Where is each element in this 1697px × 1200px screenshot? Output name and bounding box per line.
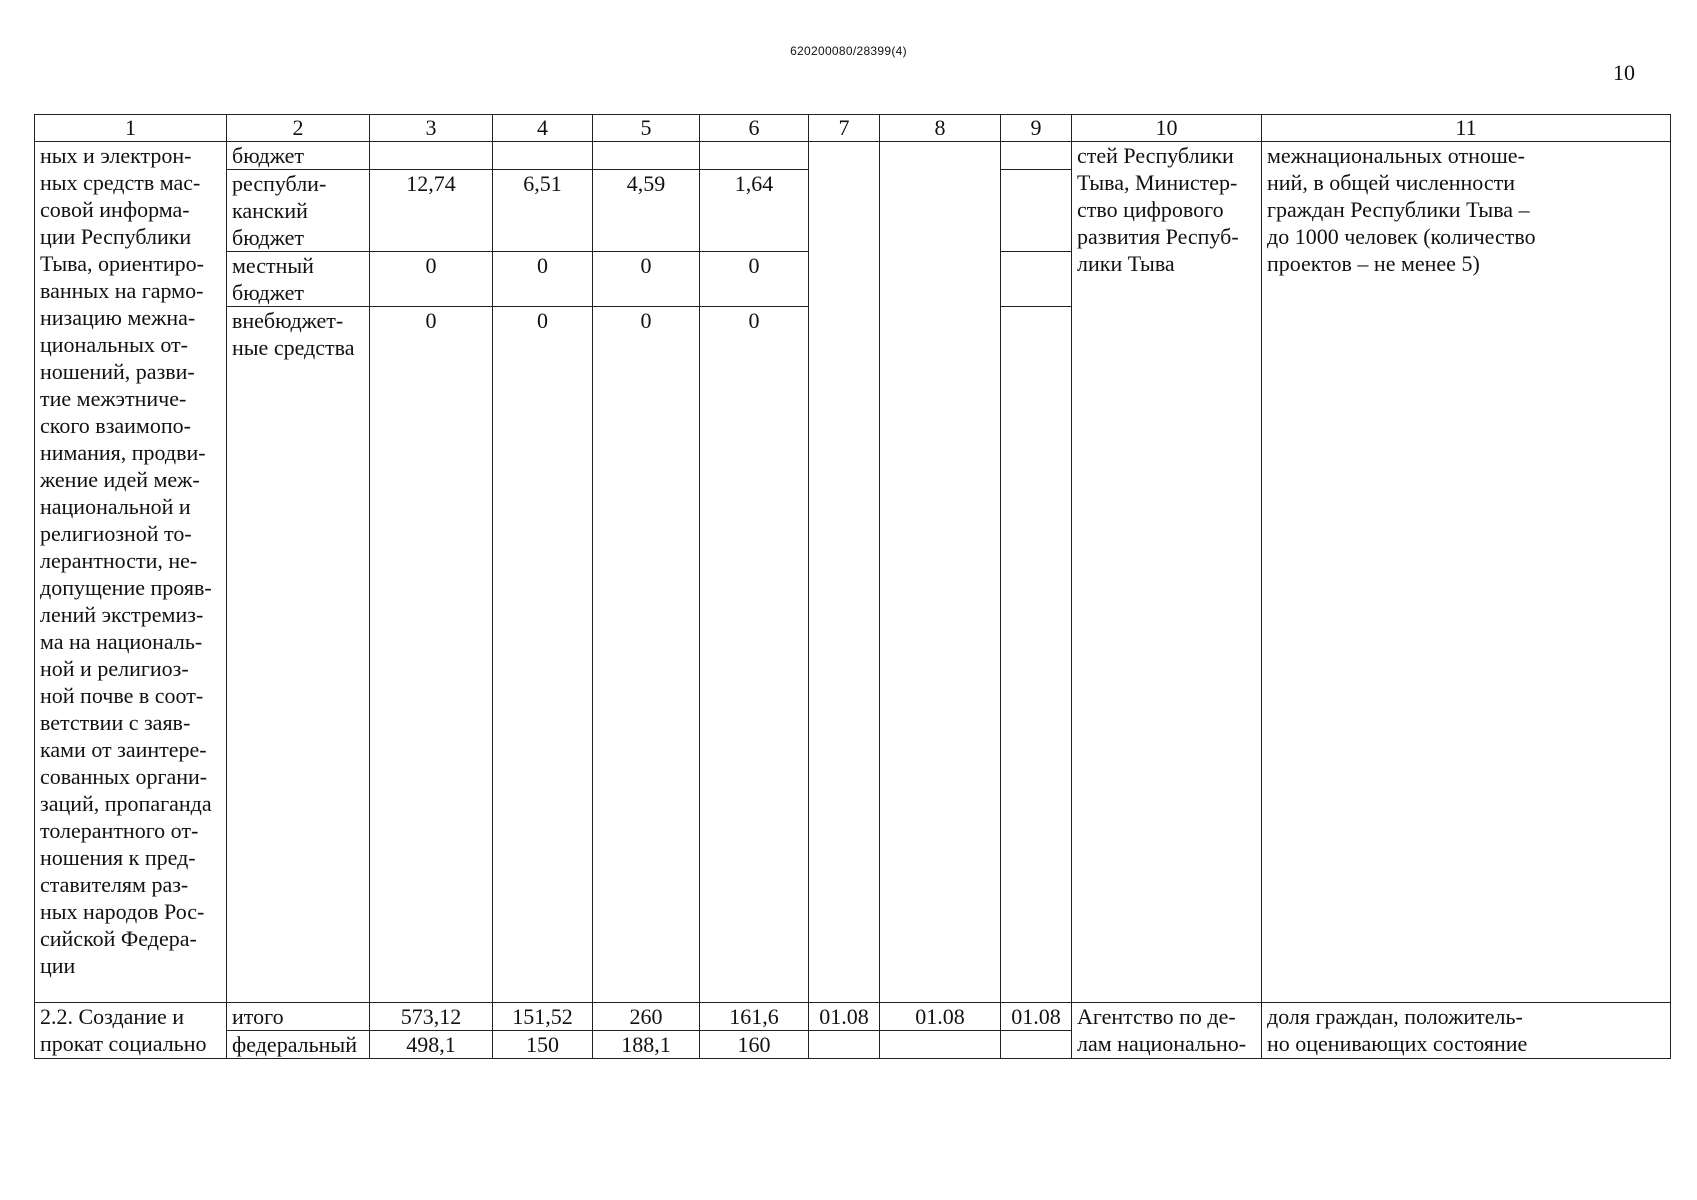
text-line: ные средства bbox=[232, 335, 355, 360]
funding-source-cell: федеральный bbox=[227, 1031, 370, 1059]
text-line: проектов – не менее 5) bbox=[1267, 251, 1480, 276]
funding-source-cell bbox=[227, 170, 370, 252]
measure-description-cell bbox=[35, 142, 227, 1003]
date-cell: 01.08 bbox=[809, 1003, 880, 1031]
value-cell bbox=[493, 142, 593, 170]
expected-result-cell bbox=[1262, 142, 1671, 1003]
value-cell bbox=[370, 142, 493, 170]
column-number-row bbox=[35, 115, 1671, 142]
text-line: ных и электрон- bbox=[40, 143, 192, 168]
text-line: ной почве в соот- bbox=[40, 683, 204, 708]
text-line: ных народов Рос- bbox=[40, 899, 205, 924]
date-cell: 01.08 bbox=[1001, 1003, 1072, 1031]
text-line: допущение прояв- bbox=[40, 575, 212, 600]
text-line: жение идей меж- bbox=[40, 467, 200, 492]
text-line: ношений, разви- bbox=[40, 359, 195, 384]
value-cell: 1,64 bbox=[700, 170, 809, 252]
value-cell: 160 bbox=[700, 1031, 809, 1059]
text-line: ной и религиоз- bbox=[40, 656, 189, 681]
column-header: 9 bbox=[1001, 115, 1072, 142]
text-line: республи- bbox=[232, 171, 327, 196]
value-cell: 0 bbox=[593, 252, 700, 307]
value-cell: 4,59 bbox=[593, 170, 700, 252]
value-cell: 188,1 bbox=[593, 1031, 700, 1059]
responsible-executor-cell bbox=[1072, 142, 1262, 1003]
text-line: Тыва, Министер- bbox=[1077, 170, 1238, 195]
text-line: ками от заинтере- bbox=[40, 737, 207, 762]
column-header: 2 bbox=[227, 115, 370, 142]
program-table bbox=[34, 114, 1671, 1059]
text-line: толерантного от- bbox=[40, 818, 199, 843]
text-line: совой информа- bbox=[40, 197, 190, 222]
value-cell: 0 bbox=[700, 307, 809, 1003]
column-header: 7 bbox=[809, 115, 880, 142]
empty-cell bbox=[1001, 1031, 1072, 1059]
column-header: 5 bbox=[593, 115, 700, 142]
empty-cell bbox=[1001, 307, 1072, 1003]
value-cell: 6,51 bbox=[493, 170, 593, 252]
value-cell: 498,1 bbox=[370, 1031, 493, 1059]
value-cell: 151,52 bbox=[493, 1003, 593, 1031]
text-line: ванных на гармо- bbox=[40, 278, 204, 303]
text-line: национальной и bbox=[40, 494, 191, 519]
value-cell bbox=[593, 142, 700, 170]
column-header: 6 bbox=[700, 115, 809, 142]
empty-cell bbox=[880, 142, 1001, 1003]
text-line: тие межэтниче- bbox=[40, 386, 187, 411]
text-line: Тыва, ориентиро- bbox=[40, 251, 205, 276]
text-line: прокат социально bbox=[40, 1031, 207, 1056]
text-line: бюджет bbox=[232, 143, 304, 168]
text-line: ма на националь- bbox=[40, 629, 203, 654]
funding-source-cell: итого bbox=[227, 1003, 370, 1031]
text-line: ношения к пред- bbox=[40, 845, 196, 870]
text-line: бюджет bbox=[232, 280, 304, 305]
text-line: доля граждан, положитель- bbox=[1267, 1004, 1523, 1029]
empty-cell bbox=[809, 142, 880, 1003]
funding-source-cell bbox=[227, 307, 370, 1003]
value-cell: 150 bbox=[493, 1031, 593, 1059]
text-line: ставителям раз- bbox=[40, 872, 189, 897]
value-cell: 161,6 bbox=[700, 1003, 809, 1031]
text-line: межнациональных отноше- bbox=[1267, 143, 1525, 168]
text-line: развития Респуб- bbox=[1077, 224, 1239, 249]
empty-cell bbox=[1001, 252, 1072, 307]
text-line: сованных органи- bbox=[40, 764, 208, 789]
value-cell: 0 bbox=[370, 307, 493, 1003]
table-row bbox=[35, 1003, 1671, 1031]
text-line: канский bbox=[232, 198, 308, 223]
value-cell: 260 bbox=[593, 1003, 700, 1031]
column-header: 4 bbox=[493, 115, 593, 142]
text-line: ство цифрового bbox=[1077, 197, 1224, 222]
value-cell: 0 bbox=[493, 307, 593, 1003]
text-line: до 1000 человек (количество bbox=[1267, 224, 1536, 249]
text-line: Агентство по де- bbox=[1077, 1004, 1236, 1029]
text-line: лики Тыва bbox=[1077, 251, 1175, 276]
empty-cell bbox=[880, 1031, 1001, 1059]
text-line: ции Республики bbox=[40, 224, 192, 249]
text-line: но оценивающих состояние bbox=[1267, 1031, 1528, 1056]
text-line: ний, в общей численности bbox=[1267, 170, 1515, 195]
value-cell: 0 bbox=[370, 252, 493, 307]
value-cell: 12,74 bbox=[370, 170, 493, 252]
text-line: сийской Федера- bbox=[40, 926, 197, 951]
column-header: 1 bbox=[35, 115, 227, 142]
expected-result-cell bbox=[1262, 1003, 1671, 1059]
value-cell: 0 bbox=[493, 252, 593, 307]
empty-cell bbox=[1001, 170, 1072, 252]
text-line: лерантности, не- bbox=[40, 548, 198, 573]
text-line: внебюджет- bbox=[232, 308, 344, 333]
column-header: 8 bbox=[880, 115, 1001, 142]
responsible-executor-cell bbox=[1072, 1003, 1262, 1059]
text-line: граждан Республики Тыва – bbox=[1267, 197, 1530, 222]
text-line: лам национально- bbox=[1077, 1031, 1247, 1056]
column-header: 10 bbox=[1072, 115, 1262, 142]
text-line: заций, пропаганда bbox=[40, 791, 212, 816]
funding-source-cell bbox=[227, 252, 370, 307]
value-cell: 573,12 bbox=[370, 1003, 493, 1031]
document-id: 620200080/28399(4) bbox=[790, 44, 907, 58]
text-line: ции bbox=[40, 953, 76, 978]
column-header: 3 bbox=[370, 115, 493, 142]
text-line: местный bbox=[232, 253, 314, 278]
text-line: ветствии с заяв- bbox=[40, 710, 191, 735]
text-line: ского взаимопо- bbox=[40, 413, 191, 438]
text-line: религиозной то- bbox=[40, 521, 192, 546]
text-line: стей Республики bbox=[1077, 143, 1234, 168]
empty-cell bbox=[1001, 142, 1072, 170]
text-line: низацию межна- bbox=[40, 305, 196, 330]
funding-source-cell bbox=[227, 142, 370, 170]
value-cell: 0 bbox=[593, 307, 700, 1003]
text-line: циональных от- bbox=[40, 332, 188, 357]
empty-cell bbox=[809, 1031, 880, 1059]
column-header: 11 bbox=[1262, 115, 1671, 142]
text-line: 2.2. Создание и bbox=[40, 1004, 185, 1029]
value-cell: 0 bbox=[700, 252, 809, 307]
text-line: лений экстремиз- bbox=[40, 602, 204, 627]
page-number: 10 bbox=[1613, 60, 1635, 85]
value-cell bbox=[700, 142, 809, 170]
text-line: ных средств мас- bbox=[40, 170, 201, 195]
text-line: бюджет bbox=[232, 225, 304, 250]
date-cell: 01.08 bbox=[880, 1003, 1001, 1031]
text-line: нимания, продви- bbox=[40, 440, 206, 465]
measure-description-cell bbox=[35, 1003, 227, 1059]
table-row bbox=[35, 142, 1671, 170]
